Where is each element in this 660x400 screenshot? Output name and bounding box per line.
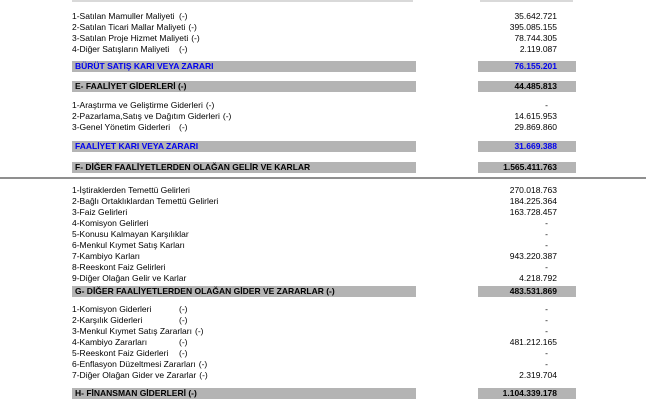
- statement-row: [0, 240, 660, 251]
- statement-row: [0, 273, 660, 284]
- statement-row: [0, 22, 660, 33]
- statement-row: [0, 262, 660, 273]
- item-negative-sign: (-): [179, 304, 188, 314]
- statement-row: [0, 251, 660, 262]
- item-label-cell: [72, 370, 208, 381]
- item-group: [0, 100, 660, 133]
- item-label-cell: [72, 207, 176, 218]
- item-label: 2-Karşılık Giderleri: [72, 315, 143, 325]
- section-header: [0, 162, 660, 173]
- item-label: 1-Komisyon Giderleri: [72, 304, 152, 314]
- item-value: 163.728.457: [509, 207, 557, 217]
- statement-row: [0, 229, 660, 240]
- item-value: 481.212.165: [509, 337, 557, 347]
- item-group: [0, 11, 660, 55]
- item-group: [0, 185, 660, 284]
- section-header-label: F- DİĞER FAALİYETLERDEN OLAĞAN GELİR VE KARLAR: [72, 162, 416, 173]
- section-header-value: 483.531.869: [478, 286, 576, 297]
- item-label: 1-Araştırma ve Geliştirme Giderleri: [72, 100, 203, 110]
- item-negative-sign: (-): [179, 348, 188, 358]
- item-value: -: [545, 315, 548, 325]
- item-label-cell: [72, 337, 188, 348]
- item-label: 4-Diğer Satışların Maliyeti: [72, 44, 170, 54]
- item-negative-sign: (-): [191, 33, 200, 43]
- section-header-label: FAALİYET KARI VEYA ZARARI: [72, 141, 416, 152]
- item-value: 29.869.860: [514, 122, 557, 132]
- item-value: 2.319.704: [519, 370, 557, 380]
- statement-row: [0, 185, 660, 196]
- item-negative-sign: (-): [179, 315, 188, 325]
- item-value: 14.615.953: [514, 111, 557, 121]
- section-header-value: 1.565.411.763: [478, 162, 576, 173]
- item-label-cell: [72, 11, 188, 22]
- item-label: 7-Diğer Olağan Gider ve Zararlar: [72, 370, 197, 380]
- section-header-label: BÜRÜT SATIŞ KARI VEYA ZARARI: [72, 61, 416, 72]
- item-label-cell: [72, 273, 186, 284]
- item-label: 2-Satılan Ticari Mallar Maliyeti: [72, 22, 186, 32]
- page-divider-line: [0, 177, 646, 179]
- item-label-cell: [72, 22, 197, 33]
- item-value: 78.744.305: [514, 33, 557, 43]
- statement-row: [0, 207, 660, 218]
- item-negative-sign: (-): [179, 337, 188, 347]
- item-negative-sign: (-): [222, 111, 232, 121]
- item-label-cell: [72, 44, 188, 55]
- statement-row: [0, 218, 660, 229]
- item-value: -: [545, 100, 548, 110]
- section-header: [0, 388, 660, 399]
- statement-row: [0, 122, 660, 133]
- item-label: 4-Kambiyo Zararları: [72, 337, 148, 347]
- item-value: -: [545, 359, 548, 369]
- statement-row: [0, 11, 660, 22]
- item-negative-sign: (-): [205, 100, 215, 110]
- item-label: 6-Menkul Kıymet Satış Karları: [72, 240, 185, 250]
- item-label-cell: [72, 262, 176, 273]
- statement-row: [0, 111, 660, 122]
- item-value: 35.642.721: [514, 11, 557, 21]
- statement-row: [0, 315, 660, 326]
- section-header: [0, 81, 660, 92]
- item-value: -: [545, 262, 548, 272]
- statement-row: [0, 33, 660, 44]
- item-value: -: [545, 304, 548, 314]
- item-label: 1-İştiraklerden Temettü Gelirleri: [72, 185, 190, 195]
- item-negative-sign: (-): [179, 11, 188, 21]
- item-label-cell: [72, 196, 218, 207]
- item-label-cell: [72, 304, 188, 315]
- statement-body: [0, 11, 660, 399]
- item-label: 5-Reeskont Faiz Giderleri: [72, 348, 169, 358]
- item-label-cell: [72, 185, 190, 196]
- item-negative-sign: (-): [198, 359, 208, 369]
- item-label-cell: [72, 359, 207, 370]
- item-negative-sign: (-): [179, 44, 188, 54]
- item-label-cell: [72, 33, 200, 44]
- item-value: -: [545, 348, 548, 358]
- item-label-cell: [72, 229, 189, 240]
- item-value: -: [545, 218, 548, 228]
- item-label: 8-Reeskont Faiz Gelirleri: [72, 262, 166, 272]
- item-label: 2-Bağlı Ortaklıklardan Temettü Gelirleri: [72, 196, 219, 206]
- item-value: 395.085.155: [509, 22, 557, 32]
- statement-row: [0, 348, 660, 359]
- item-label-cell: [72, 122, 188, 133]
- section-header: [0, 141, 660, 152]
- section-header: [0, 61, 660, 72]
- item-label: 3-Faiz Gelirleri: [72, 207, 128, 217]
- section-header-label: E- FAALİYET GİDERLERİ (-): [72, 81, 416, 92]
- statement-row: [0, 370, 660, 381]
- item-value: 943.220.387: [509, 251, 557, 261]
- item-negative-sign: (-): [199, 370, 208, 380]
- item-negative-sign: (-): [188, 22, 197, 32]
- item-label: 6-Enflasyon Düzeltmesi Zararları: [72, 359, 196, 369]
- item-label-cell: [72, 111, 231, 122]
- previous-section-bar-remnant-label: [72, 0, 413, 2]
- section-header-value: 1.104.339.178: [478, 388, 576, 399]
- statement-row: [0, 196, 660, 207]
- item-label: 9-Diğer Olağan Gelir ve Karlar: [72, 273, 187, 283]
- section-header: [0, 286, 660, 297]
- item-value: 270.018.763: [509, 185, 557, 195]
- item-label-cell: [72, 100, 214, 111]
- item-label-cell: [72, 218, 176, 229]
- item-label: 1-Satılan Mamuller Maliyeti: [72, 11, 175, 21]
- item-label: 2-Pazarlama,Satış ve Dağıtım Giderleri: [72, 111, 220, 121]
- statement-row: [0, 337, 660, 348]
- item-value: 2.119.087: [519, 44, 557, 54]
- item-label: 7-Kambiyo Karları: [72, 251, 141, 261]
- statement-row: [0, 100, 660, 111]
- item-value: -: [545, 326, 548, 336]
- statement-row: [0, 359, 660, 370]
- section-header-value: 76.155.201: [478, 61, 576, 72]
- statement-row: [0, 44, 660, 55]
- item-label-cell: [72, 348, 188, 359]
- statement-row: [0, 326, 660, 337]
- item-value: -: [545, 229, 548, 239]
- section-header-value: 44.485.813: [478, 81, 576, 92]
- item-label-cell: [72, 326, 203, 337]
- section-header-label: H- FİNANSMAN GİDERLERİ (-): [72, 388, 416, 399]
- item-label: 3-Satılan Proje Hizmet Maliyeti: [72, 33, 189, 43]
- previous-section-bar-remnant-value: [480, 0, 573, 2]
- item-value: -: [545, 240, 548, 250]
- item-label: 3-Menkul Kıymet Satış Zararları: [72, 326, 192, 336]
- item-label-cell: [72, 315, 188, 326]
- item-label-cell: [72, 251, 176, 262]
- item-negative-sign: (-): [179, 122, 188, 132]
- item-label-cell: [72, 240, 185, 251]
- item-label: 4-Komisyon Gelirleri: [72, 218, 149, 228]
- item-label: 5-Konusu Kalmayan Karşılıklar: [72, 229, 189, 239]
- item-value: 4.218.792: [519, 273, 557, 283]
- item-group: [0, 304, 660, 381]
- item-value: 184.225.364: [509, 196, 557, 206]
- statement-row: [0, 304, 660, 315]
- section-header-label: G- DİĞER FAALİYETLERDEN OLAĞAN GİDER VE ZARARLAR (-): [72, 286, 416, 297]
- item-label: 3-Genel Yönetim Giderleri: [72, 122, 171, 132]
- item-negative-sign: (-): [194, 326, 204, 336]
- section-header-value: 31.669.388: [478, 141, 576, 152]
